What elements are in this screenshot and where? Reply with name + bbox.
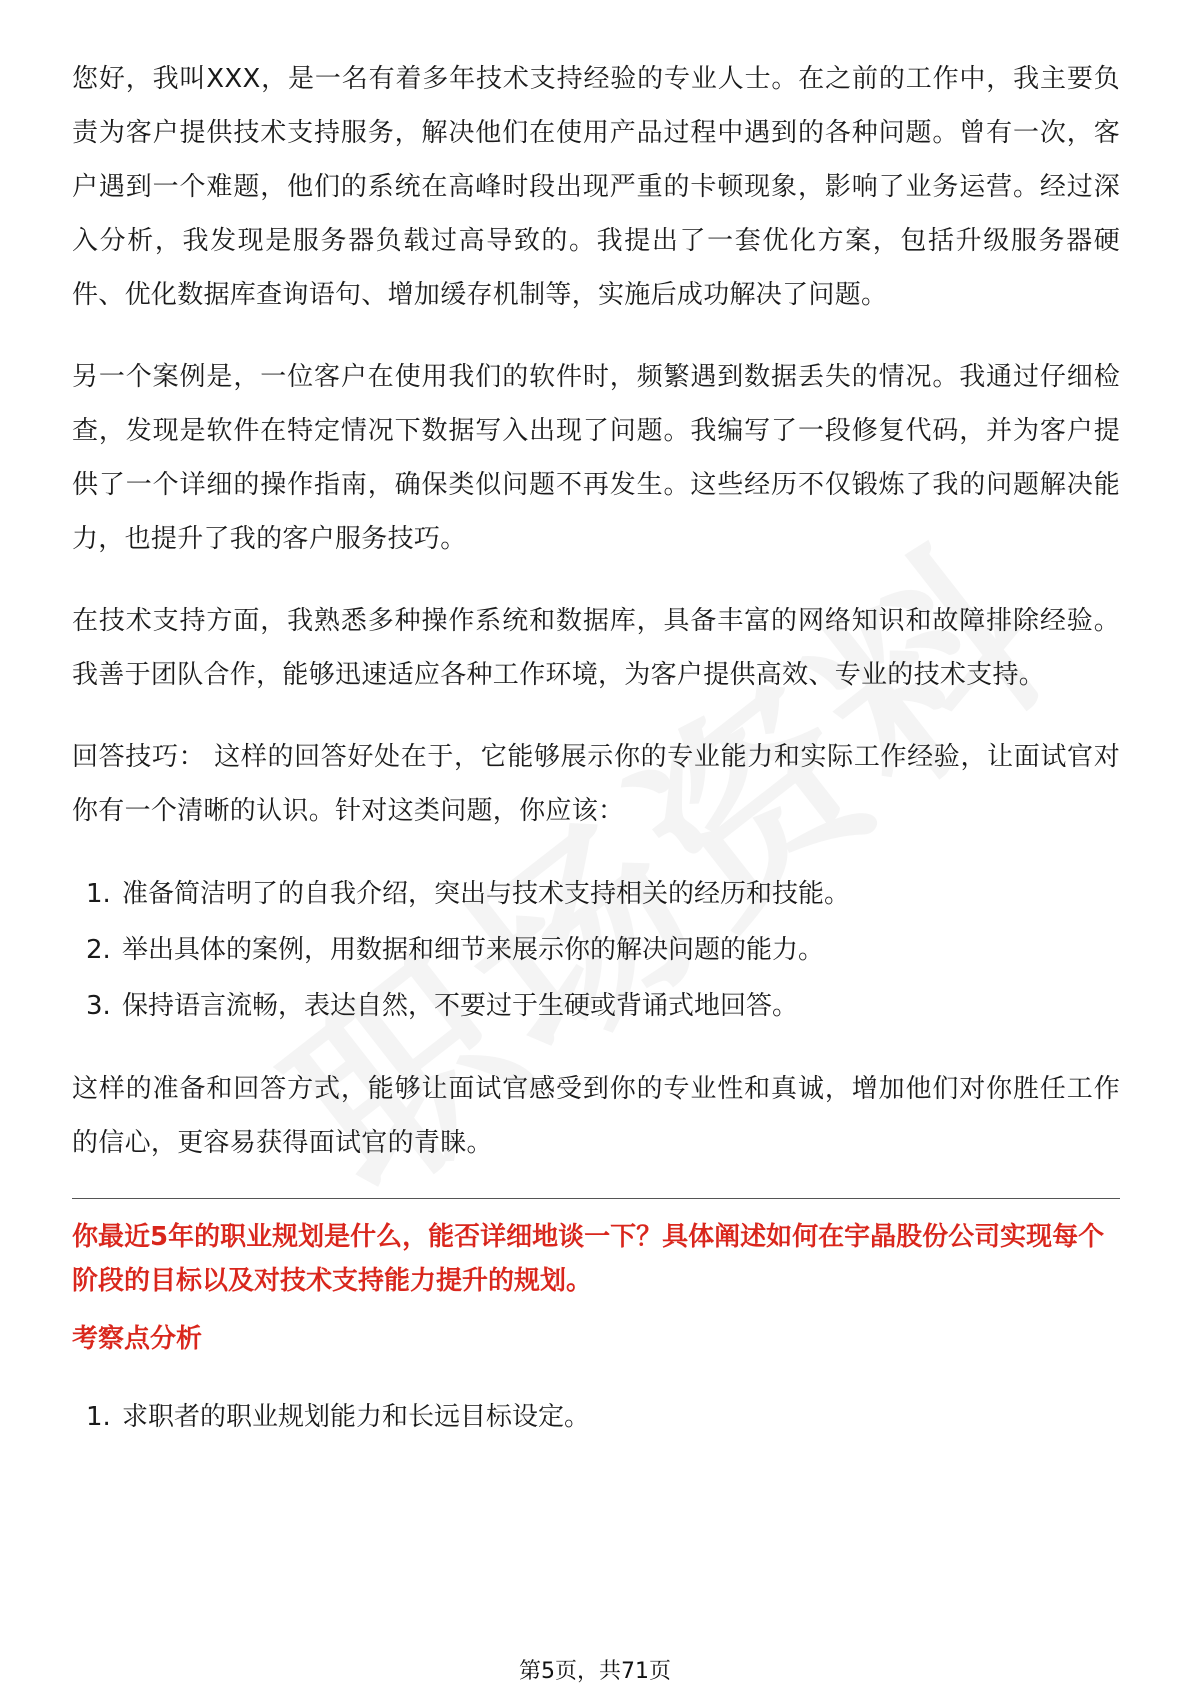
analysis-heading: 考察点分析 [72,1324,203,1354]
tips-list [72,866,1120,1034]
page-footer: 第5页，共71页 [519,1659,671,1684]
paragraph-case-two: 另一个案例是，一位客户在使用我们的软件时，频繁遇到数据丢失的情况。我通过仔细检查，发现是软件在特定情况下数据写入出现了问题。我编写了一段修复代码，并为客户提供了一个详细的操作指南，确保类似问题不再发生。这些经历不仅锻炼了我的问题解决能力，也提升了我的客户服务技巧。 [72,362,1120,554]
list-text: 保持语言流畅，表达自然，不要过于生硬或背诵式地回答。 [122,991,799,1021]
list-text: 求职者的职业规划能力和长远目标设定。 [122,1402,591,1432]
list-item [72,866,1120,922]
interview-question: 你最近5年的职业规划是什么，能否详细地谈一下？具体阐述如何在宇晶股份公司实现每个阶段的目标以及对技术支持能力提升的规划。 [72,1222,1105,1296]
list-number: 2. [86,935,111,965]
list-number: 3. [86,991,111,1021]
list-number: 1. [86,879,111,909]
paragraph-skills: 在技术支持方面，我熟悉多种操作系统和数据库，具备丰富的网络知识和故障排除经验。我善于团队合作，能够迅速适应各种工作环境，为客户提供高效、专业的技术支持。 [72,606,1120,690]
list-text: 准备简洁明了的自我介绍，突出与技术支持相关的经历和技能。 [122,879,851,909]
list-text: 举出具体的案例，用数据和细节来展示你的解决问题的能力。 [122,935,825,965]
paragraph-closing: 这样的准备和回答方式，能够让面试官感受到你的专业性和真诚，增加他们对你胜任工作的信心，更容易获得面试官的青睐。 [72,1074,1120,1158]
paragraph-intro: 您好，我叫XXX，是一名有着多年技术支持经验的专业人士。在之前的工作中，我主要负责为客户提供技术支持服务，解决他们在使用产品过程中遇到的各种问题。曾有一次，客户遇到一个难题，他们的系统在高峰时段出现严重的卡顿现象，影响了业务运营。经过深入分析，我发现是服务器负载过高导致的。我提出了一套优化方案，包括升级服务器硬件、优化数据库查询语句、增加缓存机制等，实施后成功解决了问题。 [72,64,1120,310]
list-item [72,978,1120,1034]
list-item [72,922,1120,978]
paragraph-answer-tips: 回答技巧： 这样的回答好处在于，它能够展示你的专业能力和实际工作经验，让面试官对你有一个清晰的认识。针对这类问题，你应该： [72,742,1120,826]
section-divider [72,1198,1120,1199]
list-item [72,1389,1120,1445]
list-number: 1. [86,1402,111,1432]
analysis-list [72,1389,1120,1445]
page-content [72,52,1120,1473]
